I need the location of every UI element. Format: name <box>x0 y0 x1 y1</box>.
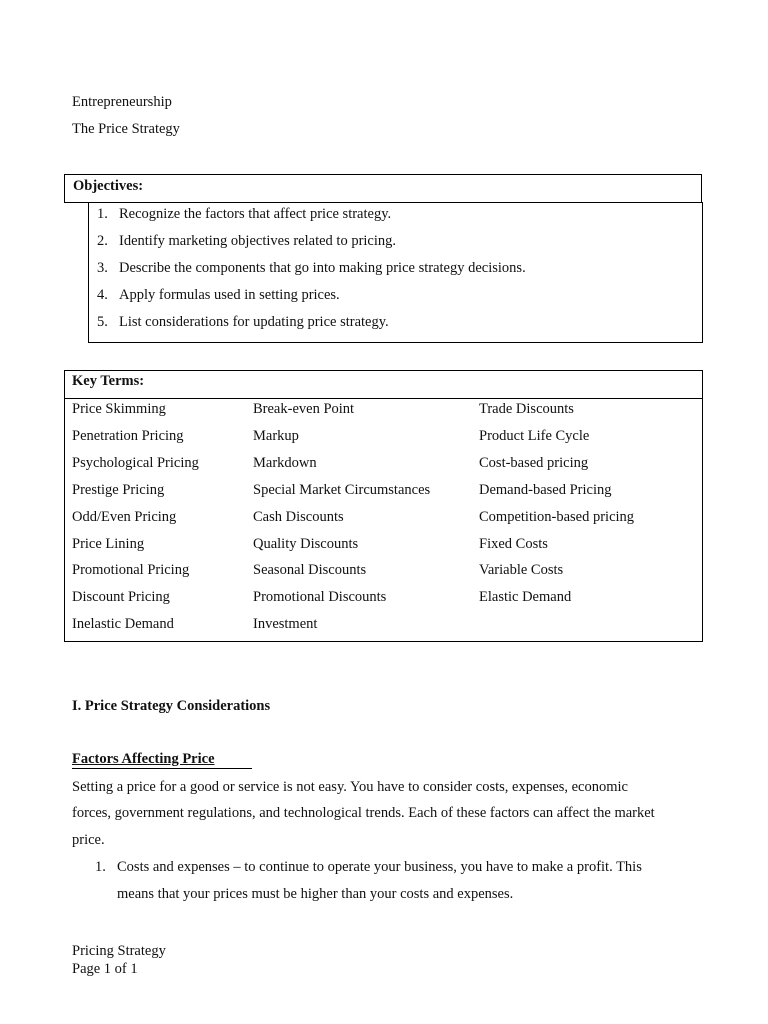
objective-item <box>97 287 340 304</box>
key-term: Price Lining <box>72 536 145 552</box>
paragraph-line: forces, government regulations, and technological trends. Each of these factors can affect the market <box>72 805 655 821</box>
key-term: Promotional Discounts <box>253 589 387 605</box>
key-term: Trade Discounts <box>479 401 574 417</box>
objectives-list <box>88 202 703 343</box>
objective-item <box>97 260 526 277</box>
objective-item <box>97 206 391 223</box>
key-term: Penetration Pricing <box>72 428 184 444</box>
key-term: Discount Pricing <box>72 589 170 605</box>
paragraph-line: Setting a price for a good or service is not easy. You have to consider costs, expenses, economic <box>72 779 628 795</box>
objective-number: 3. <box>97 260 108 276</box>
list-line: Costs and expenses – to continue to operate your business, you have to make a profit. This <box>117 859 642 875</box>
list-number: 1. <box>95 859 106 875</box>
key-term: Markup <box>253 428 299 444</box>
key-term: Investment <box>253 616 318 632</box>
objective-number: 1. <box>97 206 108 222</box>
key-term: Cost-based pricing <box>479 455 589 471</box>
key-term: Inelastic Demand <box>72 616 174 632</box>
objectives-heading: Objectives: <box>64 174 702 203</box>
subsection-heading <box>72 751 252 769</box>
key-term: Psychological Pricing <box>72 455 199 471</box>
key-term: Prestige Pricing <box>72 482 165 498</box>
page-number: Page 1 of 1 <box>72 961 138 977</box>
key-term: Demand-based Pricing <box>479 482 612 498</box>
objective-number: 2. <box>97 233 108 249</box>
objective-text: Apply formulas used in setting prices. <box>119 287 340 303</box>
list-line: means that your prices must be higher than your costs and expenses. <box>117 886 514 902</box>
key-term: Product Life Cycle <box>479 428 590 444</box>
key-term: Price Skimming <box>72 401 166 417</box>
key-term: Special Market Circumstances <box>253 482 431 498</box>
objective-text: Identify marketing objectives related to pricing. <box>119 233 397 249</box>
key-term: Promotional Pricing <box>72 562 190 578</box>
key-term: Break-even Point <box>253 401 355 417</box>
key-terms-heading: Key Terms: <box>65 371 702 399</box>
key-term: Fixed Costs <box>479 536 548 552</box>
objectives-box <box>64 174 702 342</box>
footer-title: Pricing Strategy <box>72 943 166 959</box>
objective-text: List considerations for updating price strategy. <box>119 314 389 330</box>
key-term: Odd/Even Pricing <box>72 509 177 525</box>
objective-text: Recognize the factors that affect price strategy. <box>119 206 392 222</box>
objective-number: 5. <box>97 314 108 330</box>
objective-text: Describe the components that go into making price strategy decisions. <box>119 260 526 276</box>
key-term: Elastic Demand <box>479 589 572 605</box>
key-term: Quality Discounts <box>253 536 359 552</box>
objective-item <box>97 314 389 331</box>
subsection-heading-text: Factors Affecting Price <box>72 751 215 767</box>
objective-item <box>97 233 396 250</box>
document-title: The Price Strategy <box>72 121 180 137</box>
section-heading: I. Price Strategy Considerations <box>72 698 271 714</box>
paragraph-line: price. <box>72 832 105 848</box>
course-name: Entrepreneurship <box>72 94 172 110</box>
key-term: Competition-based pricing <box>479 509 635 525</box>
key-term: Variable Costs <box>479 562 564 578</box>
key-terms-box <box>64 370 703 642</box>
key-term: Seasonal Discounts <box>253 562 367 578</box>
key-term: Cash Discounts <box>253 509 344 525</box>
objective-number: 4. <box>97 287 108 303</box>
key-term: Markdown <box>253 455 317 471</box>
